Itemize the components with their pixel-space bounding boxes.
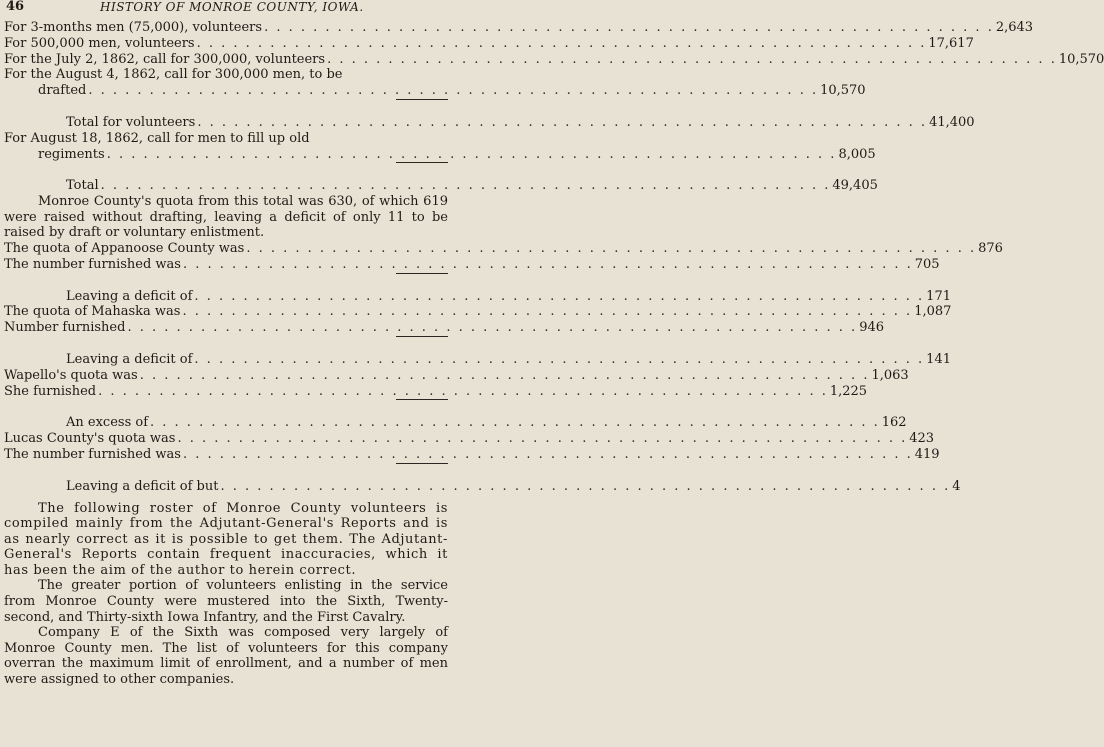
regiments-paragraph: The greater portion of volunteers enlisting in the service from Monroe County were mustered into the Sixth, Twenty-second, and Thirty-sixth Iowa Infantry, and the First Cavalry. (4, 578, 448, 625)
ledger-row (4, 256, 940, 273)
ledger-value: 423 (909, 431, 935, 447)
dot-leader: . . . . . . . . . . . . . . . . . . . . . . . . . . . . . . . . . . . . . . . . . . . . . . . . . . . . . . . . . . . . (139, 367, 870, 383)
ledger-label: For the July 2, 1862, call for 300,000, volunteers (4, 51, 326, 67)
ledger-value: 10,570 (1058, 51, 1104, 67)
dot-leader: . . . . . . . . . . . . . . . . . . . . . . . . . . . . . . . . . . . . . . . . . . . . . . . . . . . . . . . . . . . . (106, 146, 837, 162)
ledger-row (4, 446, 940, 463)
ledger-row (4, 114, 975, 131)
ledger-row (4, 415, 907, 431)
ledger-row (4, 146, 876, 163)
ledger-row (4, 320, 885, 336)
ledger-row (4, 367, 909, 384)
ledger-value: 705 (914, 256, 940, 272)
roster-paragraph: The following roster of Monroe County volunteers is compiled mainly from the Adjutant-General's Reports and is as nearly correct as it is possible to get them. The Adjutant-General's Reports contain frequent inaccuracies, which it has been the aim of the author to herein correct. (4, 500, 448, 578)
ledger-label: The quota of Appanoose County was (4, 240, 245, 256)
dot-leader: . . . . . . . . . . . . . . . . . . . . . . . . . . . . . . . . . . . . . . . . . . . . . . . . . . . . . . . . . . . . (182, 446, 913, 462)
dot-leader: . . . . . . . . . . . . . . . . . . . . . . . . . . . . . . . . . . . . . . . . . . . . . . . . . . . . . . . . . . . . (264, 20, 994, 35)
dot-leader: . . . . . . . . . . . . . . . . . . . . . . . . . . . . . . . . . . . . . . . . . . . . . . . . . . . . . . . . . . . . (194, 351, 925, 367)
ledger-label: Wapello's quota was (4, 367, 138, 383)
ledger-value: 946 (859, 320, 885, 336)
ledger-value: 41,400 (929, 114, 975, 130)
ledger-value: 17,617 (928, 35, 974, 51)
ledger-label: drafted (38, 83, 87, 99)
dot-leader: . . . . . . . . . . . . . . . . . . . . . . . . . . . . . . . . . . . . . . . . . . . . . . . . . . . . . . . . . . . . (182, 304, 913, 320)
ledger-row (4, 20, 1034, 36)
ledger-label: For August 18, 1862, call for men to fill up old (4, 130, 310, 146)
ledger-value: 419 (914, 446, 940, 462)
ledger-label: For 3-months men (75,000), volunteers (4, 20, 263, 35)
dot-leader: . . . . . . . . . . . . . . . . . . . . . . . . . . . . . . . . . . . . . . . . . . . . . . . . . . . . . . . . . . . . (182, 256, 913, 272)
dot-leader: . . . . . . . . . . . . . . . . . . . . . . . . . . . . . . . . . . . . . . . . . . . . . . . . . . . . . . . . . . . . (196, 35, 927, 51)
ledger-label: The number furnished was (4, 256, 181, 272)
page-header (4, 0, 448, 20)
ledger-label: regiments (38, 146, 105, 162)
ledger-label: For the August 4, 1862, call for 300,000 men, to be (4, 67, 343, 83)
company-e-paragraph: Company E of the Sixth was composed very largely of Monroe County men. The list of volunteers for this company overran the maximum limit of enrollment, and a number of men were assigned to other companies. (4, 625, 448, 688)
running-title: HISTORY OF MONROE COUNTY, IOWA. (100, 0, 364, 14)
ledger-value: 141 (926, 351, 951, 367)
ledger-value: 2,643 (995, 20, 1034, 35)
ledger-label: Leaving a deficit of (66, 288, 193, 304)
ledger-label: Leaving a deficit of (66, 351, 193, 367)
ledger-value: 1,063 (871, 367, 909, 383)
ledger-row (4, 131, 448, 147)
ledger-row (4, 83, 866, 99)
dot-leader: . . . . . . . . . . . . . . . . . . . . . . . . . . . . . . . . . . . . . . . . . . . . . . . . . . . . . . . . . . . . (327, 51, 1057, 67)
ledger-value: 162 (881, 415, 907, 431)
dot-leader: . . . . . . . . . . . . . . . . . . . . . . . . . . . . . . . . . . . . . . . . . . . . . . . . . . . . . . . . . . . . (88, 83, 819, 99)
ledger-label: She furnished (4, 383, 97, 399)
ledger-value: 10,570 (820, 83, 866, 99)
volunteer-tally (4, 20, 1104, 194)
page-number: 46 (6, 0, 25, 14)
ledger-row (4, 431, 935, 447)
dot-leader: . . . . . . . . . . . . . . . . . . . . . . . . . . . . . . . . . . . . . . . . . . . . . . . . . . . . . . . . . . . . (98, 383, 828, 399)
ledger-row (4, 304, 952, 320)
dot-leader: . . . . . . . . . . . . . . . . . . . . . . . . . . . . . . . . . . . . . . . . . . . . . . . . . . . . . . . . . . . . (220, 478, 951, 494)
ledger-label: Total (66, 178, 99, 194)
ledger-value: 1,225 (829, 383, 868, 399)
ledger-value: 49,405 (832, 178, 878, 194)
dot-leader: . . . . . . . . . . . . . . . . . . . . . . . . . . . . . . . . . . . . . . . . . . . . . . . . . . . . . . . . . . . . (194, 288, 925, 304)
ledger-label: The number furnished was (4, 446, 181, 462)
ledger-label: For 500,000 men, volunteers (4, 35, 195, 51)
ledger-label: The quota of Mahaska was (4, 304, 181, 320)
dot-leader: . . . . . . . . . . . . . . . . . . . . . . . . . . . . . . . . . . . . . . . . . . . . . . . . . . . . . . . . . . . . (197, 114, 928, 130)
ledger-value: 8,005 (838, 146, 876, 162)
ledger-value: 171 (926, 288, 951, 304)
ledger-row (4, 478, 961, 495)
ledger-row (4, 351, 951, 368)
ledger-label: Lucas County's quota was (4, 431, 176, 447)
dot-leader: . . . . . . . . . . . . . . . . . . . . . . . . . . . . . . . . . . . . . . . . . . . . . . . . . . . . . . . . . . . . (177, 431, 908, 447)
dot-leader: . . . . . . . . . . . . . . . . . . . . . . . . . . . . . . . . . . . . . . . . . . . . . . . . . . . . . . . . . . . . (127, 320, 858, 336)
ledger-value: 4 (952, 478, 961, 494)
ledger-label: Total for volunteers (66, 114, 196, 130)
dot-leader: . . . . . . . . . . . . . . . . . . . . . . . . . . . . . . . . . . . . . . . . . . . . . . . . . . . . . . . . . . . . (100, 178, 831, 194)
county-quotas (4, 240, 1003, 495)
ledger-row (4, 288, 951, 305)
ledger-value: 1,087 (914, 304, 952, 320)
ledger-label: An excess of (66, 415, 149, 431)
ledger-label: Number furnished (4, 320, 126, 336)
ledger-row (4, 67, 448, 83)
ledger-row (4, 240, 1003, 257)
ledger-row (4, 178, 878, 194)
ledger-row (4, 51, 1104, 68)
ledger-label: Leaving a deficit of but (66, 478, 219, 494)
dot-leader: . . . . . . . . . . . . . . . . . . . . . . . . . . . . . . . . . . . . . . . . . . . . . . . . . . . . . . . . . . . . (150, 415, 880, 431)
ledger-row (4, 383, 868, 400)
ledger-row (4, 35, 974, 52)
quota-paragraph: Monroe County's quota from this total was 630, of which 619 were raised without drafting, leaving a deficit of only 11 to be raised by draft or voluntary enlistment. (4, 194, 448, 241)
dot-leader: . . . . . . . . . . . . . . . . . . . . . . . . . . . . . . . . . . . . . . . . . . . . . . . . . . . . . . . . . . . . (246, 240, 977, 256)
ledger-value: 876 (978, 240, 1003, 256)
